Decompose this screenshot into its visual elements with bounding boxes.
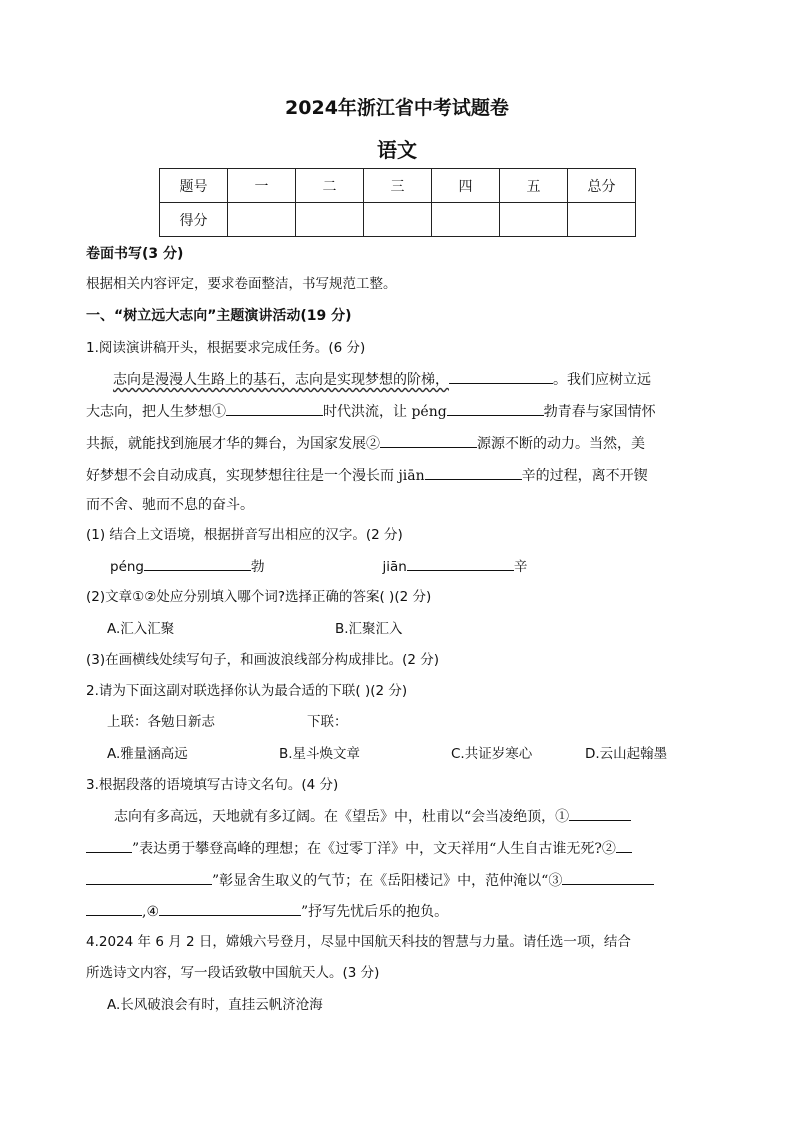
handwriting-heading: 卷面书写(3 分) xyxy=(86,246,184,262)
passage-text: 好梦想不会自动成真，实现梦想往往是一个漫长而 jiān xyxy=(86,468,425,484)
passage-text: ,④ xyxy=(142,904,160,920)
handwriting-text: 根据相关内容评定，要求卷面整洁，书写规范工整。 xyxy=(86,276,397,292)
score-table-cell: 一 xyxy=(228,169,296,203)
answer-blank[interactable] xyxy=(380,433,477,448)
passage-line-3 xyxy=(86,433,645,454)
passage-text: 辛的过程，离不开锲 xyxy=(521,468,648,484)
score-input-cell[interactable] xyxy=(228,203,296,237)
pinyin-label: jiān xyxy=(382,559,407,575)
answer-blank[interactable] xyxy=(86,870,212,885)
answer-blank[interactable] xyxy=(569,806,631,821)
pinyin-row xyxy=(110,556,527,577)
passage-text: ”表达勇于攀登高峰的理想；在《过零丁洋》中，文天祥用“人生自古谁无死?② xyxy=(132,841,616,857)
option-b[interactable]: B.汇聚汇入 xyxy=(335,621,403,637)
q1-prompt: 1.阅读演讲稿开头，根据要求完成任务。(6 分) xyxy=(86,340,366,356)
q1-sub3: (3)在画横线处续写句子，和画波浪线部分构成排比。(2 分) xyxy=(86,652,440,668)
score-table-cell: 二 xyxy=(296,169,364,203)
score-table-cell: 三 xyxy=(364,169,432,203)
q4-option-a[interactable]: A.长风破浪会有时，直挂云帆济沧海 xyxy=(107,997,323,1013)
answer-blank[interactable] xyxy=(449,369,553,384)
option-a[interactable]: A.汇入汇聚 xyxy=(107,621,175,637)
q2-prompt: 2.请为下面这副对联选择你认为最合适的下联( )(2 分) xyxy=(86,683,408,699)
q1-sub2-options xyxy=(107,619,403,639)
answer-blank[interactable] xyxy=(425,465,522,480)
score-input-cell[interactable] xyxy=(364,203,432,237)
score-input-cell[interactable] xyxy=(432,203,500,237)
passage-text: ”彰显舍生取义的气节；在《岳阳楼记》中，范仲淹以“③ xyxy=(212,873,563,889)
pinyin-label: péng xyxy=(110,559,145,575)
q3-line-4 xyxy=(86,901,448,922)
option-d[interactable]: D.云山起翰墨 xyxy=(585,746,668,762)
score-row-label: 得分 xyxy=(160,203,228,237)
wavy-underlined-text: 志向是漫漫人生路上的基石，志向是实现梦想的阶梯， xyxy=(113,372,449,388)
couplet-upper: 上联：各勉日新志 xyxy=(107,714,215,730)
score-table-cell: 总分 xyxy=(568,169,636,203)
passage-text: ”抒写先忧后乐的抱负。 xyxy=(301,904,449,920)
q3-prompt: 3.根据段落的语境填写古诗文名句。(4 分) xyxy=(86,777,339,793)
score-table-cell: 四 xyxy=(432,169,500,203)
passage-line-5: 而不舍、驰而不息的奋斗。 xyxy=(86,497,254,513)
q4-prompt-line-1: 4.2024 年 6 月 2 日，嫦娥六号登月，尽显中国航天科技的智慧与力量。请任选一项，结合 xyxy=(86,934,631,950)
q3-line-3 xyxy=(86,870,654,891)
answer-blank[interactable] xyxy=(144,556,251,571)
q2-options xyxy=(107,744,667,764)
q3-line-2 xyxy=(86,838,632,859)
passage-text: 勃青春与家国情怀 xyxy=(543,404,656,420)
score-table-cell: 五 xyxy=(500,169,568,203)
q1-sub1: (1) 结合上文语境，根据拼音写出相应的汉字。(2 分) xyxy=(86,527,403,543)
answer-blank[interactable] xyxy=(616,838,632,853)
passage-text: 共振，就能找到施展才华的舞台，为国家发展② xyxy=(86,436,380,452)
answer-blank[interactable] xyxy=(447,401,544,416)
q4-prompt-line-2: 所选诗文内容，写一段话致敬中国航天人。(3 分) xyxy=(86,965,380,981)
answer-blank[interactable] xyxy=(226,401,323,416)
couplet-row xyxy=(107,712,348,732)
passage-text: 大志向，把人生梦想① xyxy=(86,404,226,420)
answer-blank[interactable] xyxy=(86,901,142,916)
passage-text: 时代洪流，让 péng xyxy=(323,404,447,420)
score-table xyxy=(159,168,636,237)
answer-blank[interactable] xyxy=(86,838,132,853)
score-input-cell[interactable] xyxy=(568,203,636,237)
answer-blank[interactable] xyxy=(159,901,301,916)
couplet-lower: 下联： xyxy=(307,714,348,730)
passage-text: 源源不断的动力。当然，美 xyxy=(477,436,645,452)
option-b[interactable]: B.星斗焕文章 xyxy=(279,746,361,762)
score-table-cell: 题号 xyxy=(160,169,228,203)
score-input-cell[interactable] xyxy=(500,203,568,237)
score-table-header-row xyxy=(160,169,636,203)
q1-sub2: (2)文章①②处应分别填入哪个词?选择正确的答案( )(2 分) xyxy=(86,589,432,605)
passage-line-1 xyxy=(113,369,651,390)
subject-title: 语文 xyxy=(377,138,417,162)
section1-heading: 一、“树立远大志向”主题演讲活动(19 分) xyxy=(86,308,352,324)
passage-text: 志向有多高远，天地就有多辽阔。在《望岳》中，杜甫以“会当凌绝顶，① xyxy=(114,809,570,825)
passage-line-4 xyxy=(86,465,648,486)
pinyin-char: 辛 xyxy=(513,559,528,575)
q3-line-1 xyxy=(114,806,631,827)
passage-line-2 xyxy=(86,401,656,422)
exam-title: 2024年浙江省中考试题卷 xyxy=(285,97,509,119)
score-input-cell[interactable] xyxy=(296,203,364,237)
score-table-score-row xyxy=(160,203,636,237)
option-c[interactable]: C.共证岁寒心 xyxy=(451,746,533,762)
passage-text: 。我们应树立远 xyxy=(553,372,651,388)
pinyin-char: 勃 xyxy=(251,559,265,575)
option-a[interactable]: A.雅量涵高远 xyxy=(107,746,188,762)
answer-blank[interactable] xyxy=(407,556,514,571)
answer-blank[interactable] xyxy=(562,870,654,885)
